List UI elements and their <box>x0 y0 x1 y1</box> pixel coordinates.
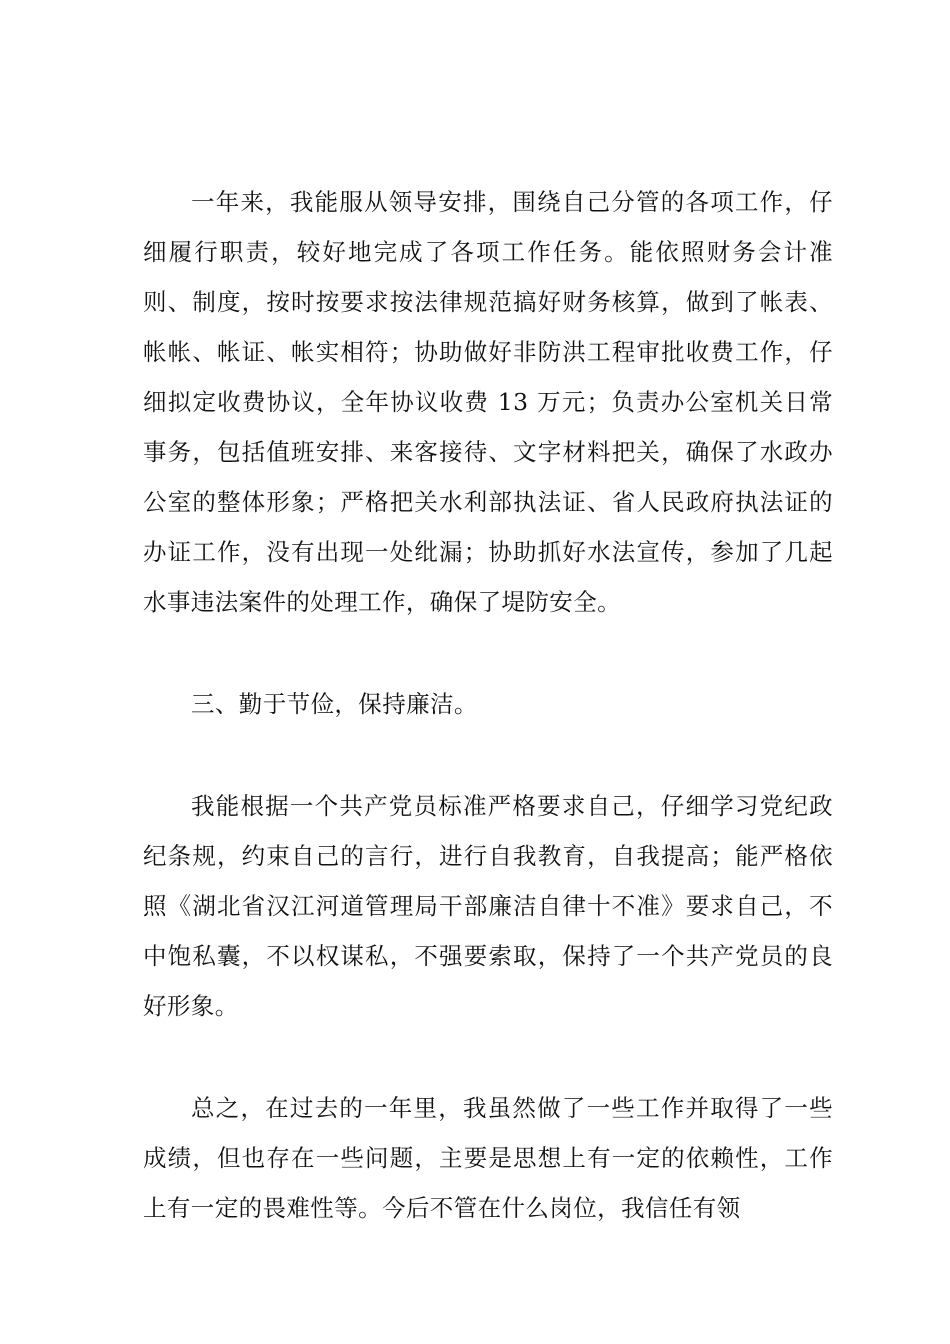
paragraph-spacer <box>143 627 833 679</box>
paragraph-self-discipline: 我能根据一个共产党员标准严格要求自己，仔细学习党纪政纪条规，约束自己的言行，进行自我教育，自我提高；能严格依照《湖北省汉江河道管理局干部廉洁自律十不准》要求自己，不中饱私囊，不以权谋私，不强要索取，保持了一个共产党员的良好形象。 <box>143 792 833 1020</box>
section-heading-integrity: 三、勤于节俭，保持廉洁。 <box>191 690 478 718</box>
paragraph-spacer <box>143 729 833 781</box>
paragraph-work-duties: 一年来，我能服从领导安排，围绕自己分管的各项工作，仔细履行职责，较好地完成了各项工作任务。能依照财务会计准则、制度，按时按要求按法律规范搞好财务核算，做到了帐表、帐帐、帐证、帐实相符；协助做好非防洪工程审批收费工作，仔细拟定收费协议，全年协议收费 13 万元；负责办公室机关日常事务，包括值班安排、来客接待、文字材料把关，确保了水政办公室的整体形象；严格把关水利部执法证、省人民政府执法证的办证工作，没有出现一处纰漏；协助抓好水法宣传，参加了几起水事违法案件的处理工作，确保了堤防安全。 <box>143 188 833 616</box>
document-body <box>143 177 833 1233</box>
paragraph-spacer <box>143 1031 833 1083</box>
paragraph-summary: 总之，在过去的一年里，我虽然做了一些工作并取得了一些成绩，但也存在一些问题，主要是思想上有一定的依赖性，工作上有一定的畏难性等。今后不管在什么岗位，我信任有领 <box>143 1094 833 1222</box>
